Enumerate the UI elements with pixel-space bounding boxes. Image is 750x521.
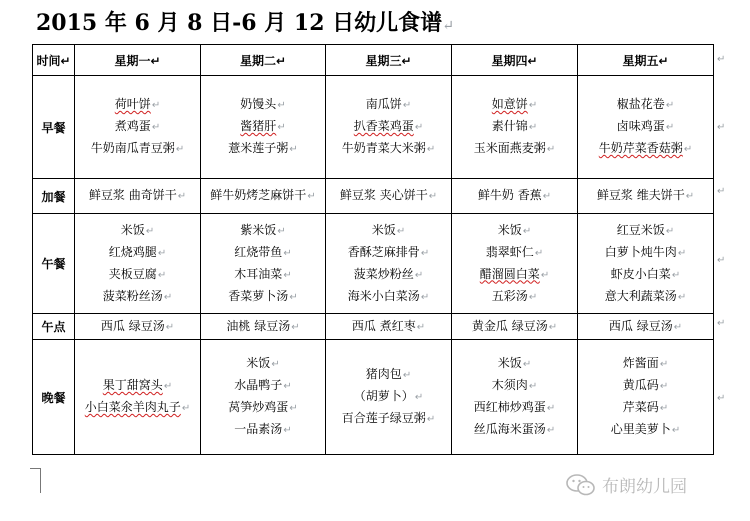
cell-mark-icon: ↵ bbox=[150, 53, 161, 68]
paragraph-mark-icon: ↵ bbox=[659, 359, 669, 370]
page-corner-mark bbox=[30, 468, 41, 493]
paragraph-mark-icon: ↵ bbox=[277, 100, 286, 111]
paragraph-mark-icon: ↵ bbox=[677, 247, 687, 259]
paragraph-mark-icon: ↵ bbox=[426, 144, 436, 155]
menu-item: 丝瓜海米蛋汤↵ bbox=[473, 422, 556, 436]
menu-item: 红烧鸡腿↵ bbox=[108, 244, 167, 259]
menu-item: 小白菜氽羊肉丸子↵ bbox=[84, 400, 191, 414]
paragraph-mark-icon: ↵ bbox=[402, 100, 412, 111]
paragraph-mark-icon: ↵ bbox=[426, 414, 436, 425]
paragraph-mark-icon: ↵ bbox=[522, 225, 532, 237]
paragraph-mark-icon: ↵ bbox=[307, 191, 316, 202]
paragraph-mark-icon: ↵ bbox=[289, 144, 298, 155]
paragraph-mark-icon: ↵ bbox=[540, 269, 550, 281]
paragraph-mark-icon: ↵ bbox=[534, 247, 544, 259]
paragraph-mark-icon: ↵ bbox=[414, 269, 424, 281]
row-end-mark-icon: ↵ bbox=[717, 54, 726, 65]
row-lunch bbox=[33, 214, 714, 314]
menu-cell bbox=[201, 179, 326, 214]
menu-item: 香酥芝麻排骨↵ bbox=[347, 244, 430, 259]
paragraph-mark-icon: ↵ bbox=[289, 291, 298, 303]
paragraph-mark-icon: ↵ bbox=[291, 321, 300, 333]
paragraph-mark-icon: ↵ bbox=[151, 122, 161, 133]
menu-item: 水晶鸭子↵ bbox=[234, 378, 292, 392]
menu-item: 海米小白菜汤↵ bbox=[347, 288, 430, 303]
menu-item: 米饭↵ bbox=[371, 222, 406, 237]
row-afternoon-snack bbox=[33, 314, 714, 340]
menu-item: 西瓜 绿豆汤↵ bbox=[100, 318, 175, 333]
row-end-mark-icon: ↵ bbox=[717, 122, 726, 133]
menu-item: 米饭↵ bbox=[497, 356, 532, 370]
paragraph-mark-icon: ↵ bbox=[165, 321, 175, 333]
cell-mark-icon: ↵ bbox=[60, 53, 71, 68]
paragraph-mark-icon: ↵ bbox=[546, 144, 556, 155]
menu-cell bbox=[578, 179, 714, 214]
menu-cell bbox=[326, 314, 452, 340]
menu-item: 菠菜粉丝汤↵ bbox=[102, 288, 173, 303]
header-day: 星期四↵ bbox=[452, 45, 578, 76]
menu-item: 木须肉↵ bbox=[491, 378, 538, 392]
menu-cell bbox=[578, 214, 714, 314]
menu-item: 玉米面燕麦粥↵ bbox=[473, 141, 556, 155]
menu-item: 卤味鸡蛋↵ bbox=[616, 119, 675, 133]
menu-item: 素什锦↵ bbox=[491, 119, 538, 133]
menu-cell bbox=[75, 179, 201, 214]
menu-item: （胡萝卜）↵ bbox=[353, 389, 424, 403]
paragraph-mark-icon: ↵ bbox=[277, 225, 286, 237]
paragraph-mark-icon: ↵ bbox=[665, 225, 675, 237]
menu-item: 五彩汤↵ bbox=[491, 288, 538, 303]
paragraph-mark-icon: ↵ bbox=[665, 100, 675, 111]
row-end-mark-icon: ↵ bbox=[717, 255, 726, 266]
paragraph-mark-icon: ↵ bbox=[283, 381, 292, 392]
menu-item: 荷叶饼↵ bbox=[114, 97, 161, 111]
paragraph-mark-icon: ↵ bbox=[277, 122, 286, 133]
watermark bbox=[566, 472, 687, 497]
menu-item: 米饭↵ bbox=[120, 222, 155, 237]
row-dinner bbox=[33, 340, 714, 455]
row-end-mark-icon: ↵ bbox=[717, 393, 726, 404]
row-label: 早餐 bbox=[33, 76, 75, 179]
menu-item: 牛奶芹菜香菇粥↵ bbox=[598, 141, 693, 155]
cell-mark-icon: ↵ bbox=[401, 53, 412, 68]
menu-cell bbox=[201, 314, 326, 340]
paragraph-mark-icon: ↵ bbox=[289, 403, 298, 414]
menu-item: 醋溜圆白菜↵ bbox=[479, 266, 550, 281]
document-title bbox=[36, 6, 454, 37]
paragraph-mark-icon: ↵ bbox=[177, 191, 187, 202]
menu-item: 红烧带鱼↵ bbox=[234, 244, 292, 259]
menu-item: 果丁甜窝头↵ bbox=[102, 378, 173, 392]
paragraph-mark-icon: ↵ bbox=[673, 321, 683, 333]
row-label: 晚餐 bbox=[33, 340, 75, 455]
paragraph-mark-icon: ↵ bbox=[163, 381, 173, 392]
paragraph-mark-icon: ↵ bbox=[528, 122, 538, 133]
menu-item: 鲜牛奶烤芝麻饼干↵ bbox=[210, 188, 316, 202]
menu-cell bbox=[75, 314, 201, 340]
menu-item: 芹菜码↵ bbox=[622, 400, 669, 414]
paragraph-mark-icon: ↵ bbox=[683, 144, 693, 155]
menu-item: 菠菜炒粉丝↵ bbox=[353, 266, 424, 281]
cell-mark-icon: ↵ bbox=[527, 53, 538, 68]
watermark-text: 布朗幼儿园 bbox=[602, 477, 687, 497]
paragraph-mark-icon: ↵ bbox=[528, 291, 538, 303]
paragraph-mark-icon: ↵ bbox=[283, 269, 292, 281]
menu-item: 翡翠虾仁↵ bbox=[485, 244, 544, 259]
row-snack bbox=[33, 179, 714, 214]
menu-cell bbox=[201, 76, 326, 179]
paragraph-mark-icon: ↵ bbox=[659, 403, 669, 414]
menu-item: 米饭↵ bbox=[246, 356, 280, 370]
menu-cell bbox=[452, 340, 578, 455]
paragraph-mark-icon: ↵ bbox=[522, 359, 532, 370]
table-header-row bbox=[33, 45, 714, 76]
menu-cell bbox=[75, 340, 201, 455]
paragraph-mark-icon: ↵ bbox=[157, 269, 167, 281]
paragraph-mark-icon: ↵ bbox=[414, 392, 424, 403]
wechat-icon bbox=[566, 473, 596, 497]
menu-item: 意大利蔬菜汤↵ bbox=[604, 288, 687, 303]
menu-item: 煮鸡蛋↵ bbox=[114, 119, 161, 133]
menu-item: 炸酱面↵ bbox=[622, 356, 669, 370]
menu-cell bbox=[452, 76, 578, 179]
paragraph-mark-icon: ↵ bbox=[428, 191, 438, 202]
menu-cell bbox=[452, 179, 578, 214]
paragraph-mark-icon: ↵ bbox=[271, 359, 280, 370]
paragraph-mark-icon: ↵ bbox=[546, 403, 556, 414]
paragraph-mark-icon: ↵ bbox=[145, 225, 155, 237]
menu-item: 木耳油菜↵ bbox=[234, 266, 292, 281]
title-text: 2015 年 6 月 8 日-6 月 12 日幼儿食谱 bbox=[36, 10, 443, 36]
menu-item: 米饭↵ bbox=[497, 222, 532, 237]
menu-cell bbox=[75, 76, 201, 179]
menu-item: 莴笋炒鸡蛋↵ bbox=[228, 400, 298, 414]
header-day: 星期一↵ bbox=[75, 45, 201, 76]
menu-item: 夹板豆腐↵ bbox=[108, 266, 167, 281]
paragraph-mark-icon: ↵ bbox=[420, 291, 430, 303]
menu-item: 酱猪肝↵ bbox=[240, 119, 286, 133]
header-day: 星期五↵ bbox=[578, 45, 714, 76]
paragraph-mark-icon: ↵ bbox=[402, 370, 412, 381]
paragraph-mark-icon: ↵ bbox=[548, 321, 558, 333]
header-day: 星期二↵ bbox=[201, 45, 326, 76]
row-label: 午餐 bbox=[33, 214, 75, 314]
paragraph-mark-icon: ↵ bbox=[416, 321, 426, 333]
menu-item: 鲜豆浆 维夫饼干↵ bbox=[596, 188, 695, 202]
row-end-mark-icon: ↵ bbox=[717, 318, 726, 329]
paragraph-mark-icon: ↵ bbox=[528, 381, 538, 392]
row-end-mark-icon: ↵ bbox=[717, 186, 726, 197]
menu-item: 如意饼↵ bbox=[491, 97, 538, 111]
row-label: 加餐 bbox=[33, 179, 75, 214]
menu-cell bbox=[326, 76, 452, 179]
menu-cell bbox=[578, 340, 714, 455]
menu-item: 西瓜 绿豆汤↵ bbox=[608, 318, 683, 333]
menu-cell bbox=[326, 214, 452, 314]
paragraph-mark-icon: ↵ bbox=[528, 100, 538, 111]
menu-item: 香菜萝卜汤↵ bbox=[228, 288, 298, 303]
menu-item: 鲜豆浆 夹心饼干↵ bbox=[339, 188, 438, 202]
paragraph-mark-icon: ↵ bbox=[151, 100, 161, 111]
menu-item: 牛奶南瓜青豆粥↵ bbox=[90, 141, 185, 155]
paragraph-mark-icon: ↵ bbox=[671, 425, 681, 436]
menu-item: 猪肉包↵ bbox=[365, 367, 412, 381]
weekly-menu-table bbox=[32, 44, 714, 455]
header-time: 时间↵ bbox=[33, 45, 75, 76]
paragraph-mark-icon: ↵ bbox=[414, 122, 424, 133]
paragraph-mark-icon: ↵ bbox=[659, 381, 669, 392]
menu-item: 百合莲子绿豆粥↵ bbox=[341, 411, 436, 425]
paragraph-mark-icon: ↵ bbox=[677, 291, 687, 303]
row-label: 午点 bbox=[33, 314, 75, 340]
paragraph-mark-icon: ↵ bbox=[665, 122, 675, 133]
cell-mark-icon: ↵ bbox=[275, 53, 287, 68]
paragraph-mark-icon: ↵ bbox=[157, 247, 167, 259]
cell-mark-icon: ↵ bbox=[658, 53, 669, 68]
paragraph-mark-icon: ↵ bbox=[283, 425, 292, 436]
paragraph-mark-icon: ↵ bbox=[163, 291, 173, 303]
menu-item: 薏米莲子粥↵ bbox=[228, 141, 298, 155]
paragraph-mark-icon: ↵ bbox=[420, 247, 430, 259]
menu-cell bbox=[201, 214, 326, 314]
menu-item: 白萝卜炖牛肉↵ bbox=[604, 244, 687, 259]
return-mark-icon: ↵ bbox=[442, 18, 454, 34]
menu-item: 西瓜 煮红枣↵ bbox=[351, 318, 426, 333]
paragraph-mark-icon: ↵ bbox=[671, 269, 681, 281]
menu-item: 鲜牛奶 香蕉↵ bbox=[477, 188, 552, 202]
menu-cell bbox=[326, 179, 452, 214]
menu-item: 黄金瓜 绿豆汤↵ bbox=[471, 318, 558, 333]
menu-cell bbox=[452, 214, 578, 314]
menu-cell bbox=[75, 214, 201, 314]
paragraph-mark-icon: ↵ bbox=[546, 425, 556, 436]
menu-cell bbox=[326, 340, 452, 455]
paragraph-mark-icon: ↵ bbox=[175, 144, 185, 155]
paragraph-mark-icon: ↵ bbox=[542, 191, 552, 202]
menu-cell bbox=[578, 314, 714, 340]
menu-cell bbox=[201, 340, 326, 455]
menu-item: 虾皮小白菜↵ bbox=[610, 266, 681, 281]
menu-item: 西红柿炒鸡蛋↵ bbox=[473, 400, 556, 414]
menu-item: 紫米饭↵ bbox=[240, 222, 286, 237]
menu-item: 奶馒头↵ bbox=[240, 97, 286, 111]
menu-item: 红豆米饭↵ bbox=[616, 222, 675, 237]
menu-item: 油桃 绿豆汤↵ bbox=[226, 318, 300, 333]
menu-item: 一品素汤↵ bbox=[234, 422, 292, 436]
menu-cell bbox=[452, 314, 578, 340]
row-breakfast bbox=[33, 76, 714, 179]
menu-item: 南瓜饼↵ bbox=[365, 97, 412, 111]
paragraph-mark-icon: ↵ bbox=[685, 191, 695, 202]
menu-item: 扒香菜鸡蛋↵ bbox=[353, 119, 424, 133]
menu-item: 椒盐花卷↵ bbox=[616, 97, 675, 111]
menu-item: 黄瓜码↵ bbox=[622, 378, 669, 392]
paragraph-mark-icon: ↵ bbox=[181, 403, 191, 414]
header-day: 星期三↵ bbox=[326, 45, 452, 76]
menu-item: 牛奶青菜大米粥↵ bbox=[341, 141, 436, 155]
menu-item: 心里美萝卜↵ bbox=[610, 422, 681, 436]
paragraph-mark-icon: ↵ bbox=[283, 247, 292, 259]
paragraph-mark-icon: ↵ bbox=[396, 225, 406, 237]
menu-item: 鲜豆浆 曲奇饼干↵ bbox=[88, 188, 187, 202]
menu-cell bbox=[578, 76, 714, 179]
